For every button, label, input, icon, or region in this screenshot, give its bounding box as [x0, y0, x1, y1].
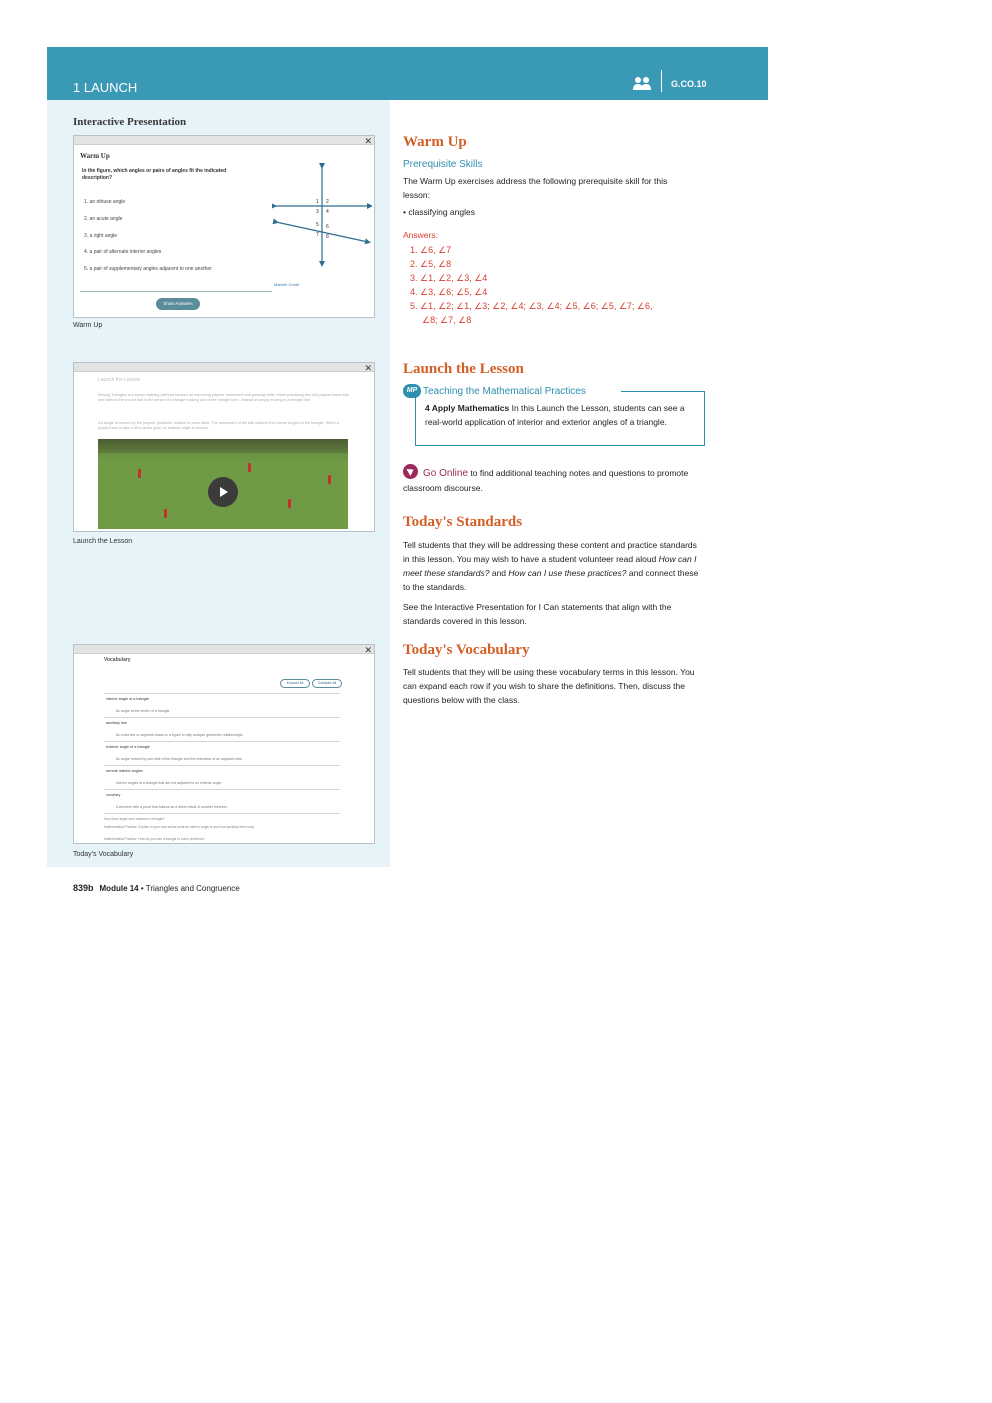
expand-all-button[interactable]: Expand All [280, 679, 310, 688]
soccer-video[interactable] [98, 439, 348, 529]
answer-line: 1. ∠6, ∠7 [410, 245, 452, 255]
mp-practice-body: In this Launch the Lesson, students can see a real-world application of interior and exterior angles of a triangle. [425, 403, 685, 427]
mathematical-practices-icon: MP [403, 384, 421, 398]
soccer-player [288, 499, 291, 508]
vocab-term[interactable]: auxiliary line [106, 721, 127, 725]
soccer-player [328, 475, 331, 484]
answer-divider [80, 291, 272, 292]
launch-caption: Launch the Lesson [73, 538, 133, 545]
standard-code: G.CO.10 [671, 79, 707, 89]
standards-heading: Today's Standards [403, 514, 523, 530]
warmup-bullet: • classifying angles [403, 207, 475, 217]
answer-line: 5. ∠1, ∠2; ∠1, ∠3; ∠2, ∠4; ∠3, ∠4; ∠5, ∠6; ∠5, ∠7; ∠6, [410, 301, 653, 311]
vocab-definition: An angle at the vertex of a triangle. [116, 709, 171, 713]
standards-paragraph-2: See the Interactive Presentation for I Can statements that align with the standards covered in this lesson. [403, 602, 672, 626]
launch-screen-text: A triangle is formed by the players' positions' relation to each other. The movement of the ball outlines the interior angles of the triangle. When a player turns to take a shot at the goal, an exterior angle is formed. [98, 421, 339, 430]
vocab-row-divider [104, 813, 340, 814]
vocab-row-divider [104, 717, 340, 718]
standards-paragraph [403, 538, 703, 594]
figure-label: 4 [326, 209, 329, 215]
vocabulary-screen-heading: Vocabulary [104, 657, 131, 663]
mp-practice-name: 4 Apply Mathematics [425, 403, 510, 413]
warmup-item: 3. a right angle [84, 233, 118, 239]
figure-label: 5 [316, 222, 319, 228]
close-icon[interactable]: ✕ [364, 136, 372, 146]
angle-figure [272, 160, 372, 270]
window-titlebar [74, 136, 374, 145]
vocab-question: Mathematical Practice: How do you use a triangle to solve problems? [104, 837, 205, 841]
figure-label: 6 [326, 224, 329, 230]
section-title: 1 LAUNCH [73, 80, 138, 95]
vocab-term[interactable]: interior angle of a triangle [106, 697, 149, 701]
answers-label: Answers: [403, 230, 438, 240]
launch-screen-heading: Launch the Lesson [98, 377, 141, 383]
answer-line: 3. ∠1, ∠2, ∠3, ∠4 [410, 273, 488, 283]
show-answers-button[interactable]: Show Answers [156, 298, 200, 310]
play-icon[interactable] [208, 477, 238, 507]
go-online-paragraph [403, 466, 703, 495]
answer-line: ∠8; ∠7, ∠8 [422, 315, 472, 325]
vocab-row-divider [104, 741, 340, 742]
vocab-row-divider [104, 693, 340, 694]
stadium-stands [98, 439, 348, 453]
figure-label: 7 [316, 232, 319, 238]
warmup-item: 4. a pair of alternate interior angles [84, 249, 162, 255]
warmup-heading: Warm Up [403, 134, 467, 150]
vocab-question: How does angle sum measure a triangle? [104, 817, 165, 821]
vocab-term[interactable]: corollary [106, 793, 121, 797]
window-titlebar [74, 363, 374, 372]
people-icon [632, 76, 652, 92]
warmup-screen-title: Warm Up [80, 152, 110, 160]
image-credit-link[interactable]: Mabeth Credit [274, 282, 300, 287]
warmup-intro: The Warm Up exercises address the following prerequisite skill for this lesson: [403, 176, 668, 200]
prerequisite-skills-subheading: Prerequisite Skills [403, 159, 483, 170]
vocab-question: Mathematical Practice: Explain in your own words what an interior angle is and how auxiliary lines help. [104, 825, 255, 829]
page-footer [73, 883, 240, 893]
warmup-screenshot [73, 135, 375, 318]
close-icon[interactable]: ✕ [364, 645, 372, 655]
collapse-all-button[interactable]: Collapse All [312, 679, 342, 688]
vocab-definition: An extra line or segment drawn in a figure to help analyze geometric relationships. [116, 733, 244, 737]
vocab-row-divider [104, 765, 340, 766]
vocab-definition: An angle formed by one side of the triangle and the extension of an adjacent side. [116, 757, 243, 761]
launch-heading: Launch the Lesson [403, 361, 524, 377]
page-number: 839b [73, 883, 94, 893]
warmup-item: 2. an acute angle [84, 216, 123, 222]
standards-question: How can I use these practices? [508, 568, 627, 578]
figure-label: 3 [316, 209, 319, 215]
interactive-presentation-title: Interactive Presentation [73, 116, 187, 128]
close-icon[interactable]: ✕ [364, 363, 372, 373]
figure-label: 2 [326, 199, 329, 205]
answer-line: 4. ∠3, ∠6; ∠5, ∠4 [410, 287, 488, 297]
soccer-player [164, 509, 167, 518]
vocab-term[interactable]: remote interior angles [106, 769, 143, 773]
window-titlebar [74, 645, 374, 654]
soccer-player [248, 463, 251, 472]
launch-screen-text: Moving Triangles is a soccer training drill that focuses on improving players' movement and passing skills. When practicing this drill players move with and without the soccer ball in the sense of a triangle making use of the triangle form. Instead of simply moving in a straight line. [98, 393, 350, 402]
vocabulary-paragraph: Tell students that they will be using these vocabulary terms in this lesson. You can expand each row if you wish to share the definitions. Then, discuss the questions below with the class. [403, 667, 695, 705]
go-online-text: to find additional teaching notes and questions to promote classroom discourse. [403, 468, 689, 493]
warmup-question: In the figure, which angles or pairs of angles fit the indicated description? [82, 168, 227, 181]
vocab-row-divider [104, 789, 340, 790]
vocab-term[interactable]: exterior angle of a triangle [106, 745, 150, 749]
vocabulary-caption: Today's Vocabulary [73, 851, 134, 858]
figure-label: 8 [326, 234, 329, 240]
standards-text: and [489, 568, 509, 578]
mathematical-practices-title: Teaching the Mathematical Practices [423, 386, 590, 397]
module-title: • Triangles and Congruence [138, 884, 240, 893]
warmup-caption: Warm Up [73, 322, 103, 329]
vocab-definition: Interior angles of a triangle that are not adjacent to an exterior angle. [116, 781, 223, 785]
vocabulary-heading: Today's Vocabulary [403, 642, 530, 658]
launch-screenshot [73, 362, 375, 532]
standards-question: How can I meet these standards? [403, 554, 697, 578]
go-online-link[interactable]: Go Online [423, 468, 469, 479]
soccer-player [138, 469, 141, 478]
module-label: Module 14 [99, 884, 139, 893]
warmup-item: 5. a pair of supplementary angles adjacent to one another [84, 266, 212, 272]
mathematical-practices-text [425, 401, 695, 429]
standards-text: and connect these to the standards. [403, 568, 699, 592]
warmup-item: 1. an obtuse angle [84, 199, 126, 205]
section-header-bar [47, 47, 768, 100]
figure-label: 1 [316, 199, 319, 205]
vocab-definition: A theorem with a proof that follows as a direct result of another theorem. [116, 805, 228, 809]
standards-text: Tell students that they will be addressing these content and practice standards in this lesson. You may wish to have a student volunteer read aloud [403, 540, 697, 564]
header-divider [661, 70, 662, 92]
answer-line: 2. ∠5, ∠8 [410, 259, 452, 269]
vocabulary-screenshot [73, 644, 375, 844]
